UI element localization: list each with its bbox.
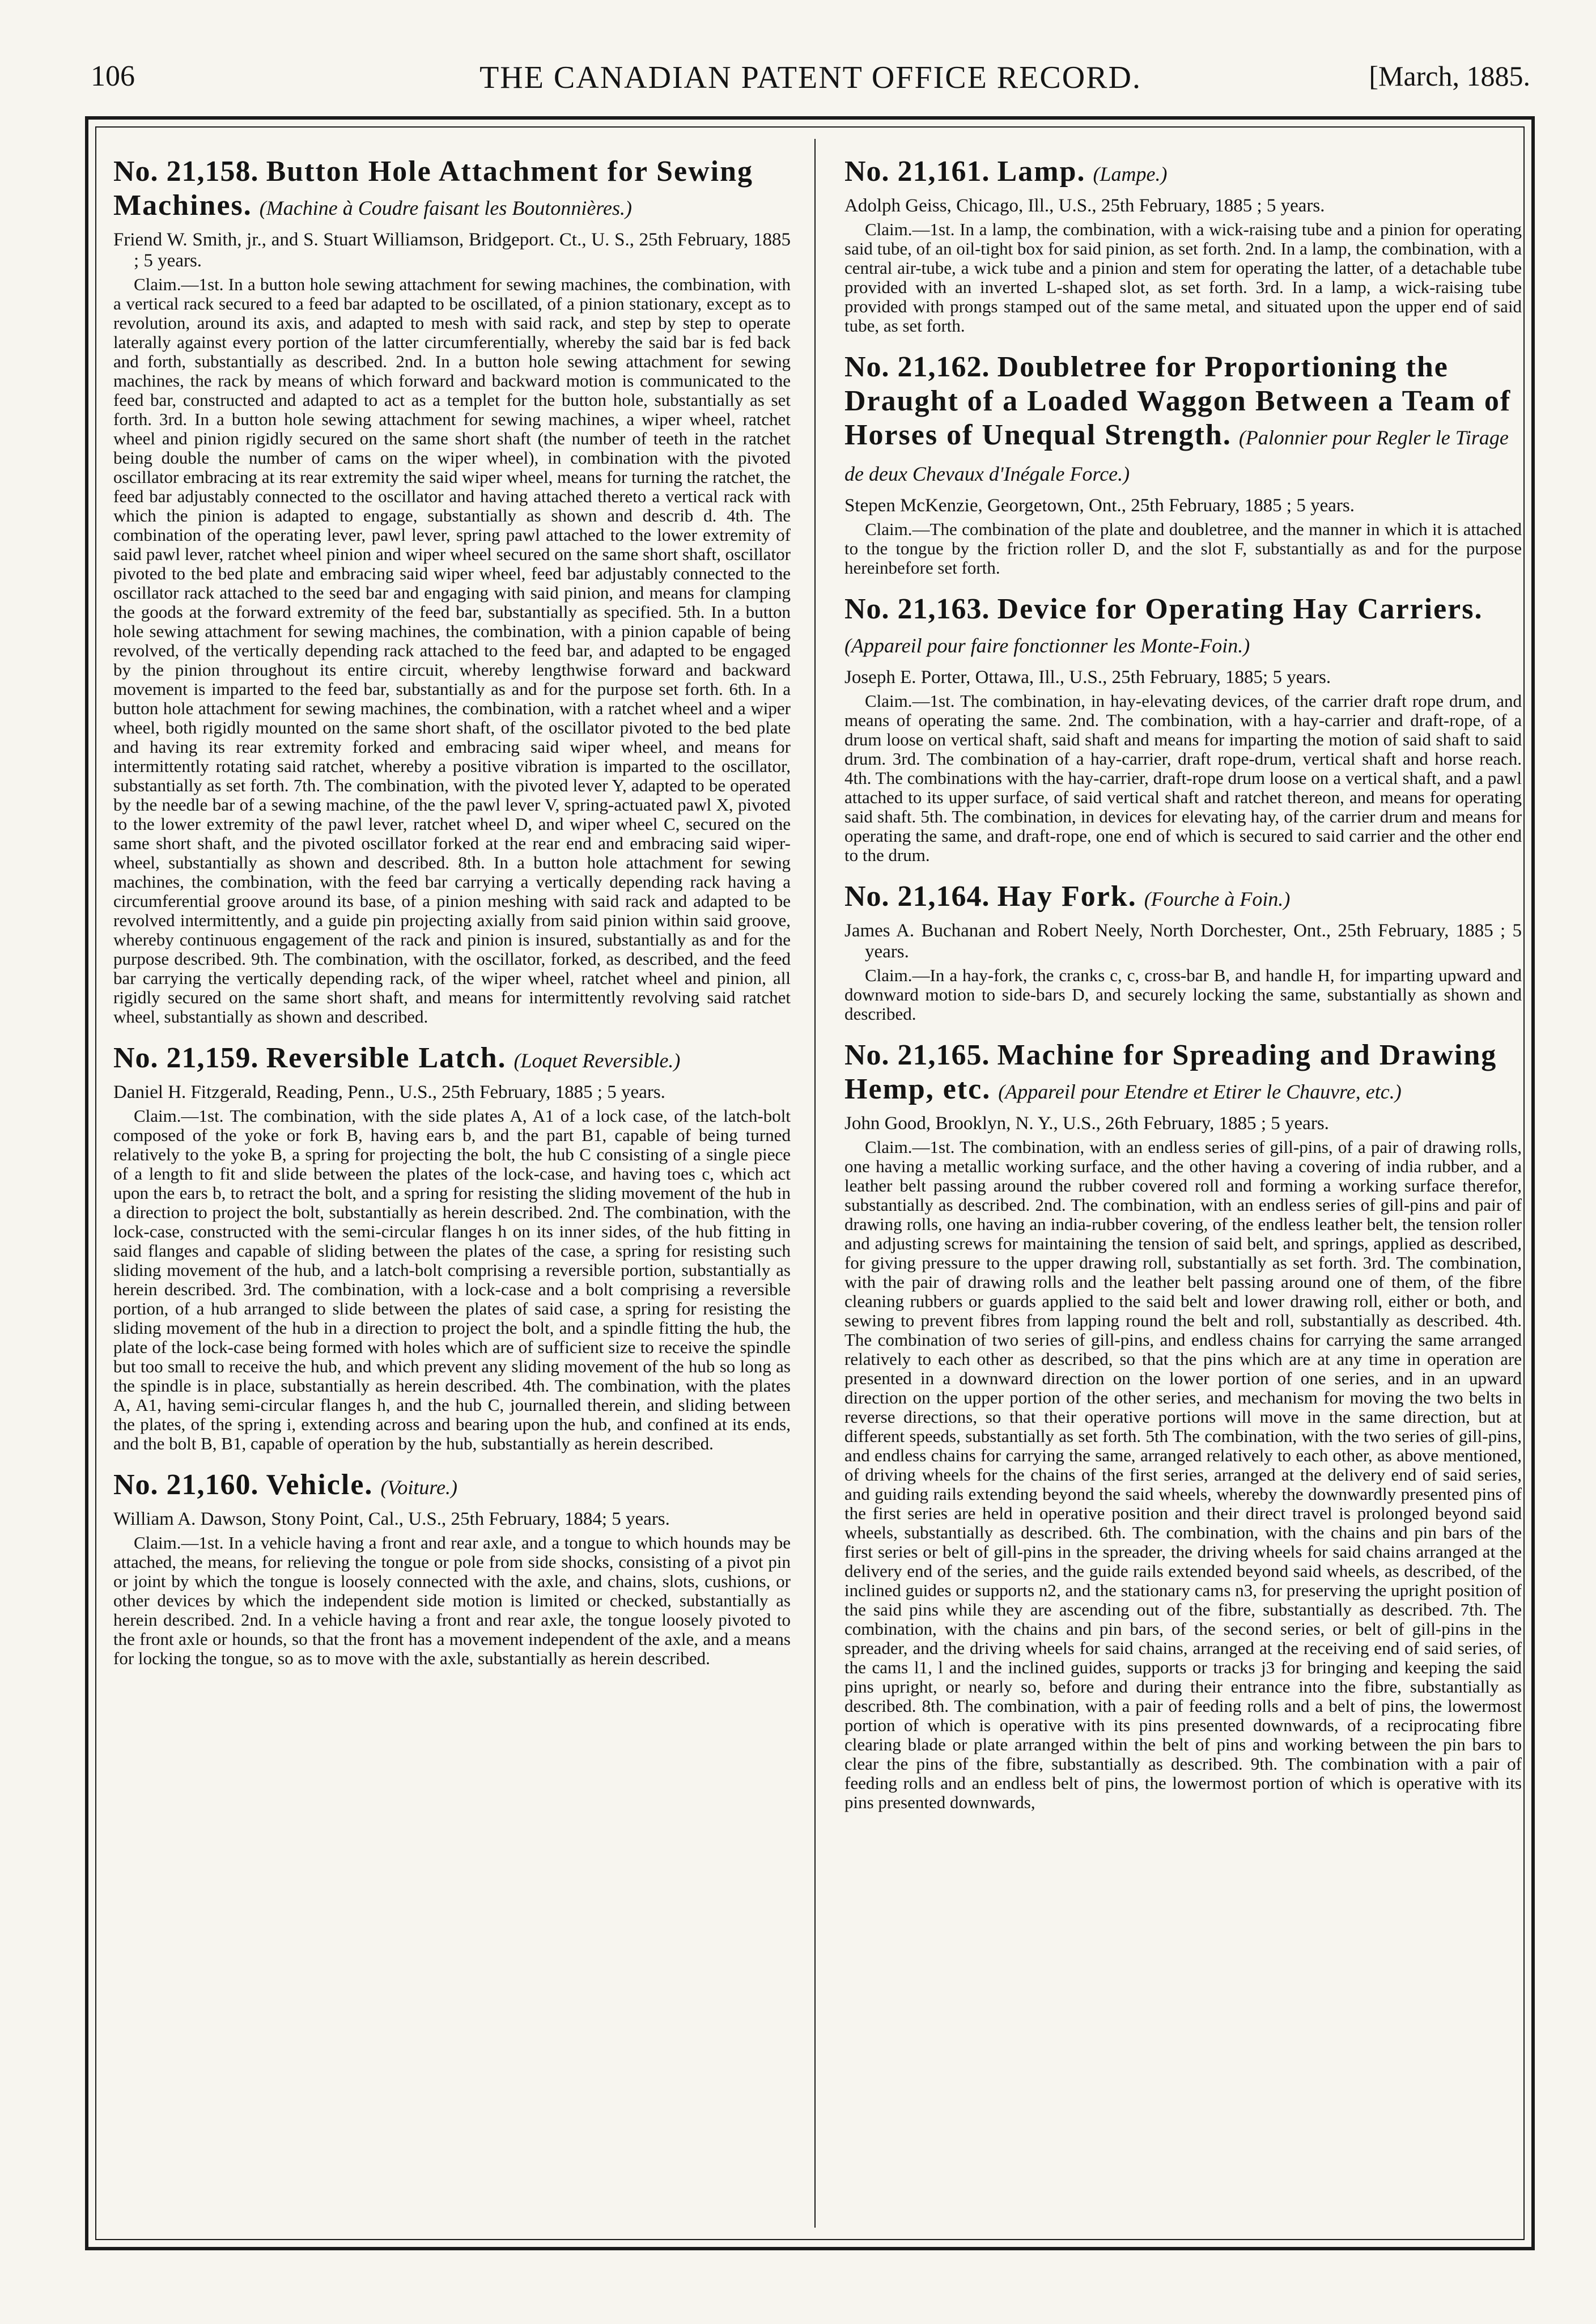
french-title: (Fourche à Foin.): [1144, 888, 1291, 910]
applicant-line: Adolph Geiss, Chicago, Ill., U.S., 25th February, 1885 ; 5 years.: [844, 196, 1325, 216]
french-title: (Machine à Coudre faisant les Boutonnières.): [259, 197, 632, 219]
patent-entry: [844, 592, 1522, 865]
applicant-line: William A. Dawson, Stony Point, Cal., U.S., 25th February, 1884; 5 years.: [113, 1509, 670, 1529]
patent-title: Lamp.: [997, 155, 1086, 188]
french-title: (Lampe.): [1093, 163, 1168, 185]
claim-text: Claim.—1st. The combination, with the side plates A, A1 of a lock case, of the latch-bolt composed of the yoke or fork B, having ears b, and the part B1, capable of being turned relatively to the yoke B, a spring for projecting the bolt, the hub C consisting of a single piece of a length to fit and slide between the plates of the lock-case, and having toes c, which act upon the ears b, to retract the bolt, and a spring for resisting the sliding movement of the hub in a direction to project the bolt, substantially as herein described. 2nd. The combination, with the lock-case, constructed with the semi-circular flanges h on its inner sides, of the hub fitting in said flanges and capable of sliding between the plates of the case, a spring for resisting such sliding movement of the hub, and a latch-bolt comprising a reversible portion, substantially as herein described. 3rd. The combination, with a lock-case and a bolt comprising a reversible portion, of a hub arranged to slide between the plates of said case, a spring for resisting the sliding movement of the hub in a direction to project the bolt, and a spindle fitting the hub, the plate of the lock-case being formed with holes which are of sufficient size to receive the spindle but too small to receive the hub, and which prevent any sliding movement of the hub so long as the spindle is in place, substantially as herein described. 4th. The combination, with the plates A, A1, having semi-circular flanges h, and the hub C, journalled therein, and sliding between the plates, of the spring i, extending across and bearing upon the hub, and confined at its ends, and the bolt B, B1, capable of operation by the hub, substantially as herein described.: [113, 1106, 791, 1453]
applicant-line: Stepen McKenzie, Georgetown, Ont., 25th February, 1885 ; 5 years.: [844, 495, 1355, 516]
entry-heading: [113, 1468, 791, 1504]
right-column: [844, 145, 1522, 2222]
patent-number: No. 21,158.: [113, 155, 259, 188]
patent-entry: [844, 155, 1522, 336]
column-divider: [814, 139, 816, 2228]
patent-number: No. 21,162.: [844, 351, 990, 383]
patent-number: No. 21,165.: [844, 1039, 990, 1071]
french-title: (Voiture.): [380, 1476, 458, 1499]
claim-text: Claim.—1st. In a button hole sewing attachment for sewing machines, the combination, with a vertical rack secured to a feed bar adapted to be oscillated, of a pinion stationary, except as to revolution, around its axis, and adapted to mesh with said rack, and step by step to operate laterally against every portion of the latter circumferentially, whereby the said bar is fed back and forth, substantially as described. 2nd. In a button hole sewing attachment for sewing machines, the rack by means of which forward and backward motion is communicated to the feed bar, constructed and adapted to act as a templet for the button hole, substantially as set forth. 3rd. In a button hole sewing attachment for sewing machines, a wiper wheel, ratchet wheel and pinion rigidly secured on the same short shaft (the number of teeth in the ratchet being double the number of cams on the wiper wheel), in combination with the pivoted oscillator embracing at its rear extremity the said wiper wheel, means for turning the ratchet, the feed bar adjustably connected to the oscillator and having attached thereto a vertical rack with which the pinion is adapted to engage, substantially as shown and describ d. 4th. The combination of the operating lever, pawl lever, spring pawl attached to the lower extremity of said pawl lever, ratchet wheel pinion and wiper wheel secured on the same short shaft, oscillator pivoted to the bed plate and embracing said wiper wheel, feed bar adjustably connected to the oscillator rack attached to the seed bar and engaging with said pinion, and means for clamping the goods at the forward extremity of the feed bar, substantially as specified. 5th. In a button hole sewing attachment for sewing machines, the combination, with a pinion capable of being revolved, of the vertically depending rack attached to the feed bar, and adapted to be engaged by the pinion throughout its entire circuit, whereby lengthwise forward and backward movement is imparted to the feed bar, substantially as and for the purpose set forth. 6th. In a button hole attachment for sewing machines, the combination, with a ratchet wheel and a wiper wheel, both rigidly mounted on the same short shaft, of the oscillator pivoted to the bed plate and having its rear extremity forked and embracing said wiper wheel, and means for intermittently rotating said ratchet, whereby a positive vibration is imparted to the oscillator, substantially as set forth. 7th. The combination, with the pivoted lever Y, adapted to be operated by the needle bar of a sewing machine, of the the pawl lever V, spring-actuated pawl X, pivoted to the lower extremity of the pawl lever, ratchet wheel D, and wiper wheel C, secured on the same short shaft, and the pivoted oscillator forked at the rear end and embracing said wiper-wheel, substantially as shown and described. 8th. In a button hole attachment for sewing machines, the combination, with the feed bar carrying a vertically depending rack having a circumferential groove around its base, of a pinion meshing with said rack and adapted to be revolved intermittently, and a guide pin projecting axially from said pinion within said groove, whereby continuous engagement of the rack and pinion is insured, substantially as and for the purpose described. 9th. The combination, with the oscillator, forked, as described, and the feed bar carrying the vertically depending rack, of the wiper wheel, ratchet wheel and pinion, all rigidly secured on the same short shaft, and means for intermittently revolving said ratchet wheel, substantially as shown and described.: [113, 274, 791, 1027]
french-title: (Palonnier pour Regler le Tirage de deux Chevaux d'Inégale Force.): [844, 426, 1509, 485]
page-number: 106: [91, 60, 135, 92]
entry-heading: [844, 1038, 1522, 1109]
patent-number: No. 21,160.: [113, 1469, 259, 1501]
patent-title: Hay Fork.: [997, 880, 1137, 913]
patent-entry: [113, 1468, 791, 1668]
patent-number: No. 21,159.: [113, 1042, 259, 1074]
patent-title: Reversible Latch.: [266, 1042, 507, 1074]
patent-title: Vehicle.: [266, 1469, 373, 1501]
patent-title: Doubletree for Proportioning the Draught of a Loaded Waggon Between a Team of Horses of Unequal Strength.: [844, 351, 1512, 451]
patent-number: No. 21,163.: [844, 593, 990, 625]
claim-text: Claim.—1st. The combination, in hay-elevating devices, of the carrier draft rope drum, and means of operating the same. 2nd. The combination, with a hay-carrier and draft-rope, of a drum loose on vertical shaft, said shaft and means for imparting the motion of said shaft to said drum. 3rd. The combination of a hay-carrier, draft rope-drum, vertical shaft and horse reach. 4th. The combinations with the hay-carrier, draft-rope drum loose on a vertical shaft, and a pawl attached to its upper surface, of said vertical shaft and ratchet thereon, and means for operating said shaft. 5th. The combination, in devices for elevating hay, of the carrier drum and means for operating the same, and draft-rope, one end of which is secured to said carrier and the other end to the drum.: [844, 691, 1522, 865]
french-title: (Appareil pour faire fonctionner les Monte-Foin.): [844, 634, 1250, 657]
publication-title: THE CANADIAN PATENT OFFICE RECORD.: [479, 60, 1141, 95]
entry-heading: [113, 1041, 791, 1078]
patent-entry: [844, 880, 1522, 1024]
page-frame: [85, 116, 1535, 2250]
french-title: (Loquet Reversible.): [513, 1049, 681, 1072]
applicant-line: James A. Buchanan and Robert Neely, North Dorchester, Ont., 25th February, 1885 ; 5 years.: [844, 921, 1522, 962]
entry-heading: [844, 155, 1522, 191]
applicant-line: Joseph E. Porter, Ottawa, Ill., U.S., 25th February, 1885; 5 years.: [844, 667, 1331, 688]
patent-title: Device for Operating Hay Carriers.: [997, 593, 1483, 625]
patent-title: Button Hole Attachment for Sewing Machines.: [113, 155, 754, 222]
patent-number: No. 21,161.: [844, 155, 990, 188]
patent-entry: [844, 1038, 1522, 1812]
applicant-line: Daniel H. Fitzgerald, Reading, Penn., U.S., 25th February, 1885 ; 5 years.: [113, 1082, 665, 1102]
page-header: [85, 54, 1536, 99]
french-title: (Appareil pour Etendre et Etirer le Chauvre, etc.): [998, 1080, 1402, 1103]
patent-entry: [113, 1041, 791, 1453]
entry-heading: [844, 350, 1522, 491]
patent-number: No. 21,164.: [844, 880, 990, 913]
entry-heading: [113, 155, 791, 225]
claim-text: Claim.—1st. In a vehicle having a front and rear axle, and a tongue to which hounds may be attached, the means, for relieving the tongue or pole from side shocks, consisting of a pivot pin or joint by which the tongue is loosely connected with the axle, and chains, slots, cushions, or other devices by which the independent side motion is limited or checked, substantially as herein described. 2nd. In a vehicle having a front and rear axle, the tongue loosely pivoted to the front axle or hounds, so that the front has a movement independent of the axle, and a means for locking the tongue, so as to move with the axle, substantially as herein described.: [113, 1533, 791, 1668]
issue-date: [March, 1885.: [1369, 60, 1530, 92]
claim-text: Claim.—1st. In a lamp, the combination, with a wick-raising tube and a pinion for operating said tube, of an oil-tight box for said pinion, as set forth. 2nd. In a lamp, the combination, with a central air-tube, a wick tube and a pinion and stem for operating the latter, of a detachable tube provided with an inverted L-shaped slot, as set forth. 3rd. In a lamp, a wick-raising tube provided with prongs stamped out of the same metal, and situated upon the upper end of said tube, as set forth.: [844, 219, 1522, 336]
patent-title: Machine for Spreading and Drawing Hemp, etc.: [844, 1039, 1497, 1105]
claim-text: Claim.—The combination of the plate and doubletree, and the manner in which it is attached to the tongue by the friction roller D, and the slot F, substantially as and for the purpose hereinbefore set forth.: [844, 519, 1522, 578]
applicant-line: John Good, Brooklyn, N. Y., U.S., 26th February, 1885 ; 5 years.: [844, 1113, 1329, 1134]
entry-heading: [844, 880, 1522, 916]
claim-text: Claim.—1st. The combination, with an endless series of gill-pins, of a pair of drawing rolls, one having a metallic working surface, and the other having a covering of india rubber, and a leather belt passing around the rubber covered roll and forming a working surface therefor, substantially as described. 2nd. The combination, with an endless series of gill-pins and pair of drawing rolls, one having an india-rubber covering, of the endless leather belt, the tension roller and adjusting screws for maintaining the tension of said belt, and springs, applied as described, for giving pressure to the upper drawing roll, substantially as set forth. 3rd. The combination, with the pair of drawing rolls and the leather belt passing around one of them, of the fibre cleaning rubbers or guards applied to the said belt and lower drawing roll, either or both, and sewing to prevent fibres from lapping round the belt and roll, substantially as described. 4th. The combination of two series of gill-pins, and endless chains for carrying the same arranged relatively to each other as described, so that the pins which are at any time in operation are presented in a downward direction on the lower portion of one series, and in an upward direction on the upper portion of the other series, and mechanism for moving the two belts in reverse directions, so that their operative portions will move in the same direction, but at different speeds, substantially as set forth. 5th The combination, with the two series of gill-pins, and endless chains for carrying the same, arranged relatively to each other, as above mentioned, of driving wheels for the chains of the first series, arranged at the delivery end of said series, and guiding rails extending beyond the said wheels, whereby the downwardly presented pins of the first series are held in operative position and their direct travel is prolonged beyond said wheels, substantially as described. 6th. The combination, with the chains and pin bars of the first series or belt of gill-pins in the spreader, the driving wheels for said chains arranged at the delivery end of the series, and the guide rails extended beyond said wheels, as described, of the inclined guides or supports n2, and the stationary cams n3, for preserving the upright position of the said pins while they are ascending out of the fibre, substantially as described. 7th. The combination, with the chains and pin bars, of the second series, or belt of gill-pins in the spreader, and the driving wheels for said chains, arranged at the receiving end of said series, of the cams l1, l and the inclined guides, supports or tracks j3 for bringing and keeping the said pins upright, or nearly so, before and during their entrance into the fibre, substantially as described. 8th. The combination, with a pair of feeding rolls and a belt of pins, the lowermost portion of which is operative with its pins presented downwards, of a reciprocating fibre clearing blade or plate arranged within the belt of pins and working between the pin bars to clear the pins of the fibre, substantially as described. 9th. The combination with a pair of feeding rolls and an endless belt of pins, the lowermost portion of which is operative with its pins presented downwards,: [844, 1137, 1522, 1812]
patent-entry: [844, 350, 1522, 578]
applicant-line: Friend W. Smith, jr., and S. Stuart Williamson, Bridgeport. Ct., U. S., 25th February, 1885 ; 5 years.: [113, 230, 791, 271]
page-frame-inner: [95, 126, 1525, 2240]
entry-heading: [844, 592, 1522, 663]
claim-text: Claim.—In a hay-fork, the cranks c, c, cross-bar B, and handle H, for imparting upward and downward motion to side-bars D, and securely locking the same, substantially as shown and described.: [844, 965, 1522, 1024]
left-column: [113, 145, 791, 2222]
patent-entry: [113, 155, 791, 1027]
